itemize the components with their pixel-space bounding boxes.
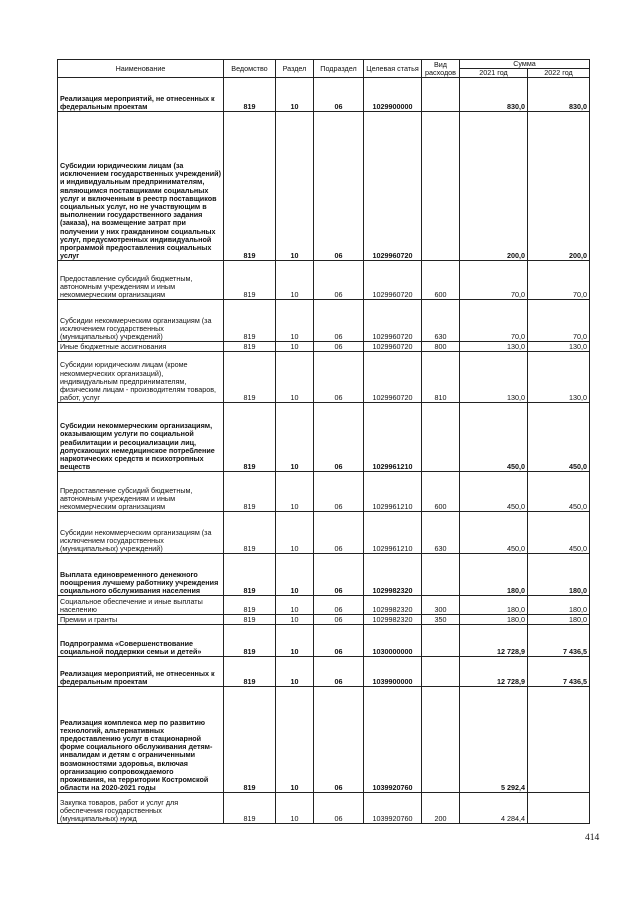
table-row bbox=[58, 554, 590, 596]
cell-name: Субсидии некоммерческим организациям (за исключением государственных (муниципальных) учреждений) bbox=[58, 512, 224, 554]
cell-vedomstvo: 819 bbox=[224, 793, 276, 824]
cell-sum-2022: 180,0 bbox=[528, 615, 590, 625]
table-row bbox=[58, 300, 590, 342]
table-row bbox=[58, 793, 590, 824]
cell-sum-2021: 70,0 bbox=[460, 261, 528, 300]
cell-razdel: 10 bbox=[276, 687, 314, 793]
cell-name: Предоставление субсидий бюджетным, автономным учреждениям и иным некоммерческим организациям bbox=[58, 261, 224, 300]
cell-vedomstvo: 819 bbox=[224, 596, 276, 615]
cell-name: Субсидии некоммерческим организациям (за исключением государственных (муниципальных) учреждений) bbox=[58, 300, 224, 342]
cell-razdel: 10 bbox=[276, 512, 314, 554]
header-podrazdel: Подраздел bbox=[314, 60, 364, 78]
cell-sum-2021: 5 292,4 bbox=[460, 687, 528, 793]
table-row bbox=[58, 687, 590, 793]
cell-vid-rashodov bbox=[422, 657, 460, 687]
cell-sum-2021: 450,0 bbox=[460, 472, 528, 512]
cell-vid-rashodov bbox=[422, 687, 460, 793]
cell-celevaya-statya: 1039920760 bbox=[364, 793, 422, 824]
cell-name: Субсидии некоммерческим организациям, оказывающим услуги по социальной реабилитации и ресоциализации лиц, допускающих немедицинское потребление наркотических средств и психотропных веществ bbox=[58, 403, 224, 472]
cell-celevaya-statya: 1029961210 bbox=[364, 472, 422, 512]
cell-celevaya-statya: 1029982320 bbox=[364, 554, 422, 596]
cell-razdel: 10 bbox=[276, 625, 314, 657]
table-body bbox=[58, 78, 590, 824]
cell-sum-2022: 180,0 bbox=[528, 554, 590, 596]
header-summa: Сумма bbox=[460, 60, 590, 69]
cell-podrazdel: 06 bbox=[314, 625, 364, 657]
header-year-2022: 2022 год bbox=[528, 69, 590, 78]
cell-celevaya-statya: 1029900000 bbox=[364, 78, 422, 112]
cell-celevaya-statya: 1029960720 bbox=[364, 352, 422, 403]
cell-sum-2022 bbox=[528, 687, 590, 793]
cell-vedomstvo: 819 bbox=[224, 403, 276, 472]
cell-vid-rashodov: 800 bbox=[422, 342, 460, 352]
cell-sum-2021: 4 284,4 bbox=[460, 793, 528, 824]
table-row bbox=[58, 112, 590, 261]
header-name: Наименование bbox=[58, 60, 224, 78]
cell-podrazdel: 06 bbox=[314, 261, 364, 300]
cell-podrazdel: 06 bbox=[314, 472, 364, 512]
cell-vid-rashodov: 630 bbox=[422, 512, 460, 554]
table-row bbox=[58, 596, 590, 615]
cell-name: Субсидии юридическим лицам (за исключением государственных учреждений) и индивидуальным предпринимателям, являющимся поставщиками социальных услуг и включенным в реестр поставщиков социальных услуг, но не участвующим в выполнении государственного задания (заказа), на возмещение затрат при получении у них гражданином социальных услуг, предусмотренных индивидуальной программой предоставления социальных услуг bbox=[58, 112, 224, 261]
cell-name: Реализация мероприятий, не отнесенных к федеральным проектам bbox=[58, 78, 224, 112]
cell-vedomstvo: 819 bbox=[224, 352, 276, 403]
cell-vid-rashodov bbox=[422, 554, 460, 596]
cell-podrazdel: 06 bbox=[314, 657, 364, 687]
cell-sum-2022: 450,0 bbox=[528, 472, 590, 512]
cell-vedomstvo: 819 bbox=[224, 615, 276, 625]
cell-vedomstvo: 819 bbox=[224, 625, 276, 657]
cell-celevaya-statya: 1029960720 bbox=[364, 300, 422, 342]
header-vedomstvo: Ведомство bbox=[224, 60, 276, 78]
cell-vid-rashodov bbox=[422, 625, 460, 657]
cell-razdel: 10 bbox=[276, 554, 314, 596]
cell-sum-2021: 450,0 bbox=[460, 512, 528, 554]
cell-razdel: 10 bbox=[276, 78, 314, 112]
cell-celevaya-statya: 1029960720 bbox=[364, 342, 422, 352]
cell-sum-2021: 130,0 bbox=[460, 352, 528, 403]
cell-vid-rashodov: 300 bbox=[422, 596, 460, 615]
cell-vid-rashodov bbox=[422, 112, 460, 261]
cell-podrazdel: 06 bbox=[314, 512, 364, 554]
cell-podrazdel: 06 bbox=[314, 554, 364, 596]
cell-sum-2021: 130,0 bbox=[460, 342, 528, 352]
cell-vid-rashodov bbox=[422, 403, 460, 472]
cell-celevaya-statya: 1029982320 bbox=[364, 615, 422, 625]
cell-sum-2021: 180,0 bbox=[460, 554, 528, 596]
cell-sum-2022: 130,0 bbox=[528, 342, 590, 352]
table-row bbox=[58, 403, 590, 472]
cell-podrazdel: 06 bbox=[314, 596, 364, 615]
cell-razdel: 10 bbox=[276, 342, 314, 352]
cell-razdel: 10 bbox=[276, 403, 314, 472]
header-vid-rashodov: Вид расходов bbox=[422, 60, 460, 78]
cell-name: Реализация мероприятий, не отнесенных к федеральным проектам bbox=[58, 657, 224, 687]
cell-sum-2022: 7 436,5 bbox=[528, 625, 590, 657]
cell-razdel: 10 bbox=[276, 596, 314, 615]
cell-name: Субсидии юридическим лицам (кроме некоммерческих организаций), индивидуальным предпринимателям, физическим лицам - производителям товаров, работ, услуг bbox=[58, 352, 224, 403]
header-year-2021: 2021 год bbox=[460, 69, 528, 78]
cell-sum-2022: 70,0 bbox=[528, 261, 590, 300]
cell-name: Иные бюджетные ассигнования bbox=[58, 342, 224, 352]
cell-celevaya-statya: 1029960720 bbox=[364, 112, 422, 261]
cell-sum-2022: 130,0 bbox=[528, 352, 590, 403]
cell-name: Реализация комплекса мер по развитию технологий, альтернативных предоставлению услуг в стационарной форме социального обслуживания детям-инвалидам и детям с ограниченными возможностями здоровья, включая организацию сопровождаемого проживания, на территории Костромской области на 2020-2021 годы bbox=[58, 687, 224, 793]
cell-podrazdel: 06 bbox=[314, 352, 364, 403]
cell-vedomstvo: 819 bbox=[224, 554, 276, 596]
cell-sum-2022: 450,0 bbox=[528, 512, 590, 554]
cell-vedomstvo: 819 bbox=[224, 657, 276, 687]
table-row bbox=[58, 352, 590, 403]
cell-podrazdel: 06 bbox=[314, 793, 364, 824]
cell-vedomstvo: 819 bbox=[224, 261, 276, 300]
cell-sum-2022: 830,0 bbox=[528, 78, 590, 112]
cell-name: Предоставление субсидий бюджетным, автономным учреждениям и иным некоммерческим организациям bbox=[58, 472, 224, 512]
cell-celevaya-statya: 1030000000 bbox=[364, 625, 422, 657]
header-razdel: Раздел bbox=[276, 60, 314, 78]
cell-vid-rashodov: 200 bbox=[422, 793, 460, 824]
cell-name: Премии и гранты bbox=[58, 615, 224, 625]
table-row bbox=[58, 625, 590, 657]
cell-sum-2021: 12 728,9 bbox=[460, 657, 528, 687]
cell-vedomstvo: 819 bbox=[224, 342, 276, 352]
table-row bbox=[58, 512, 590, 554]
cell-sum-2022: 450,0 bbox=[528, 403, 590, 472]
cell-celevaya-statya: 1029960720 bbox=[364, 261, 422, 300]
cell-razdel: 10 bbox=[276, 300, 314, 342]
cell-podrazdel: 06 bbox=[314, 403, 364, 472]
cell-razdel: 10 bbox=[276, 112, 314, 261]
cell-vid-rashodov: 630 bbox=[422, 300, 460, 342]
cell-sum-2022: 200,0 bbox=[528, 112, 590, 261]
cell-sum-2021: 450,0 bbox=[460, 403, 528, 472]
cell-celevaya-statya: 1029961210 bbox=[364, 403, 422, 472]
cell-name: Подпрограмма «Совершенствование социальной поддержки семьи и детей» bbox=[58, 625, 224, 657]
cell-vedomstvo: 819 bbox=[224, 687, 276, 793]
cell-vedomstvo: 819 bbox=[224, 472, 276, 512]
cell-sum-2022 bbox=[528, 793, 590, 824]
cell-razdel: 10 bbox=[276, 352, 314, 403]
cell-vedomstvo: 819 bbox=[224, 300, 276, 342]
table-row bbox=[58, 615, 590, 625]
cell-sum-2021: 200,0 bbox=[460, 112, 528, 261]
header-celevaya-statya: Целевая статья bbox=[364, 60, 422, 78]
cell-vid-rashodov: 350 bbox=[422, 615, 460, 625]
table-row bbox=[58, 78, 590, 112]
cell-podrazdel: 06 bbox=[314, 687, 364, 793]
cell-vid-rashodov bbox=[422, 78, 460, 112]
cell-razdel: 10 bbox=[276, 793, 314, 824]
cell-vid-rashodov: 600 bbox=[422, 261, 460, 300]
cell-podrazdel: 06 bbox=[314, 78, 364, 112]
cell-sum-2021: 180,0 bbox=[460, 615, 528, 625]
cell-podrazdel: 06 bbox=[314, 112, 364, 261]
cell-sum-2022: 7 436,5 bbox=[528, 657, 590, 687]
cell-name: Социальное обеспечение и иные выплаты населению bbox=[58, 596, 224, 615]
cell-vid-rashodov: 600 bbox=[422, 472, 460, 512]
table-row bbox=[58, 261, 590, 300]
cell-razdel: 10 bbox=[276, 657, 314, 687]
cell-sum-2021: 70,0 bbox=[460, 300, 528, 342]
cell-name: Закупка товаров, работ и услуг для обеспечения государственных (муниципальных) нужд bbox=[58, 793, 224, 824]
cell-celevaya-statya: 1029961210 bbox=[364, 512, 422, 554]
cell-sum-2022: 70,0 bbox=[528, 300, 590, 342]
cell-podrazdel: 06 bbox=[314, 300, 364, 342]
page-number: 414 bbox=[585, 833, 600, 843]
cell-razdel: 10 bbox=[276, 261, 314, 300]
cell-podrazdel: 06 bbox=[314, 342, 364, 352]
cell-vid-rashodov: 810 bbox=[422, 352, 460, 403]
budget-table bbox=[57, 59, 590, 824]
cell-vedomstvo: 819 bbox=[224, 78, 276, 112]
cell-celevaya-statya: 1039900000 bbox=[364, 657, 422, 687]
cell-name: Выплата единовременного денежного поощрения лучшему работнику учреждения социального обслуживания населения bbox=[58, 554, 224, 596]
cell-podrazdel: 06 bbox=[314, 615, 364, 625]
table-row bbox=[58, 342, 590, 352]
cell-razdel: 10 bbox=[276, 615, 314, 625]
cell-vedomstvo: 819 bbox=[224, 512, 276, 554]
table-row bbox=[58, 472, 590, 512]
cell-celevaya-statya: 1029982320 bbox=[364, 596, 422, 615]
cell-sum-2021: 180,0 bbox=[460, 596, 528, 615]
table-row bbox=[58, 657, 590, 687]
cell-razdel: 10 bbox=[276, 472, 314, 512]
cell-sum-2021: 12 728,9 bbox=[460, 625, 528, 657]
cell-vedomstvo: 819 bbox=[224, 112, 276, 261]
cell-sum-2021: 830,0 bbox=[460, 78, 528, 112]
cell-celevaya-statya: 1039920760 bbox=[364, 687, 422, 793]
cell-sum-2022: 180,0 bbox=[528, 596, 590, 615]
